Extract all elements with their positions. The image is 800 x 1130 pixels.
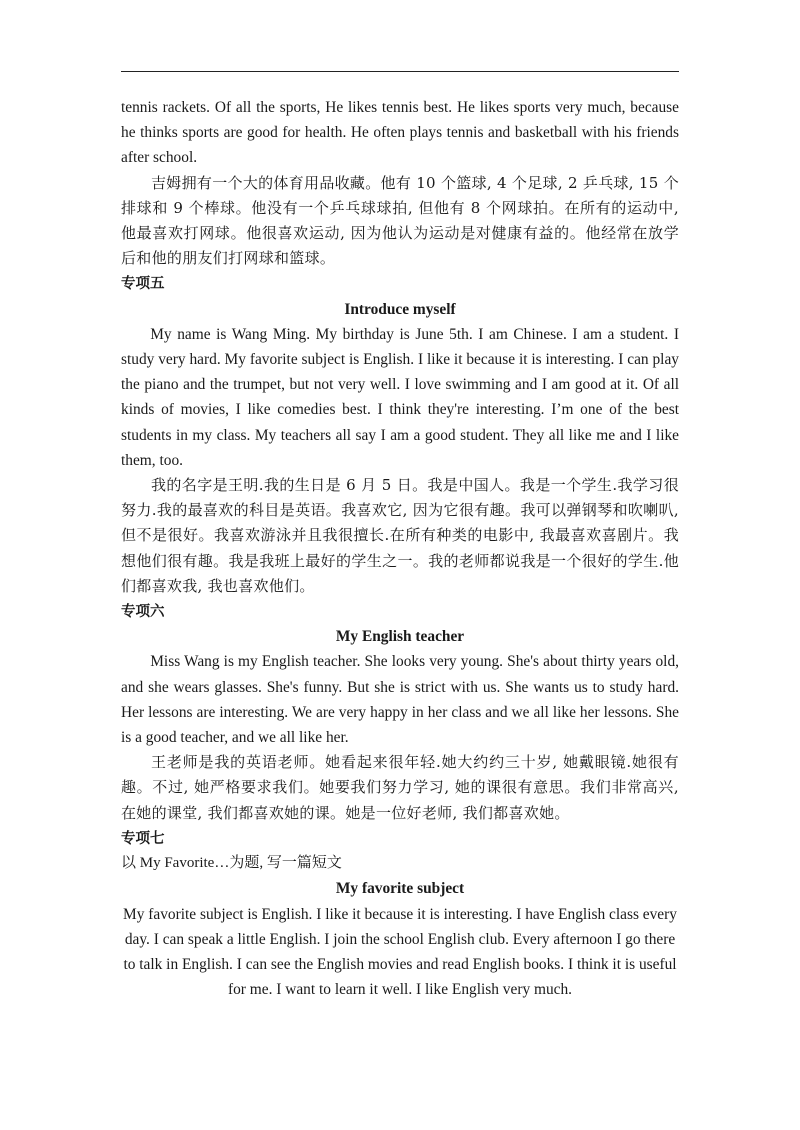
section6-english-paragraph: Miss Wang is my English teacher. She looks very young. She's about thirty years old, and she wears glasses. She's funny. But she is strict with us. She wants us to study hard. Her lessons are interesting. We are very happy in her class and we all like her lessons. She is a good teacher, and we all like her. <box>121 653 679 747</box>
section6-heading: 专项六 <box>121 603 165 621</box>
section7-prompt: 以 My Favorite…为题, 写一篇短文 <box>121 855 342 872</box>
intro-english-paragraph: tennis rackets. Of all the sports, He likes tennis best. He likes sports very much, because he thinks sports are good for health. He often plays tennis and basketball with his friends after school. <box>121 99 679 167</box>
section7-title: My favorite subject <box>335 880 465 898</box>
section5-english-paragraph: My name is Wang Ming. My birthday is June 5th. I am Chinese. I am a student. I study very hard. My favorite subject is English. I like it because it is interesting. I can play the piano and the trumpet, but not very well. I love swimming and I am good at it. Of all kinds of movies, I like comedies best. I think they're interesting. I’m one of the best students in my class. My teachers all say I am a good student. They all like me and I like them, too. <box>121 325 679 469</box>
header-rule <box>121 71 679 72</box>
document-body <box>121 95 679 1002</box>
section7-heading: 专项七 <box>121 829 165 847</box>
section7-english-paragraph: My favorite subject is English. I like it because it is interesting. I have English class every day. I can speak a little English. I join the school English club. Every afternoon I go there to talk in English. I can see the English movies and read English books. I think it is useful for me. I want to learn it well. I like English very much. <box>123 905 677 999</box>
intro-chinese-paragraph: 吉姆拥有一个大的体育用品收藏。他有 10 个篮球, 4 个足球, 2 乒乓球, 15 个排球和 9 个棒球。他没有一个乒乓球球拍, 但他有 8 个网球拍。在所有的运动中,他最喜欢打网球。他很喜欢运动, 因为他认为运动是对健康有益的。他经常在放学后和他的朋友们打网球和篮球。 <box>121 173 679 268</box>
section5-chinese-paragraph: 我的名字是王明.我的生日是 6 月 5 日。我是中国人。我是一个学生.我学习很努力.我的最喜欢的科目是英语。我喜欢它, 因为它很有趣。我可以弹钢琴和吹喇叭, 但不是很好。我喜欢游泳并且我很擅长.在所有种类的电影中, 我最喜欢喜剧片。我想他们很有趣。我是我班上最好的学生之一。我的老师都说我是一个很好的学生.他们都喜欢我, 我也喜欢他们。 <box>121 476 679 595</box>
section6-chinese-paragraph: 王老师是我的英语老师。她看起来很年轻.她大约约三十岁, 她戴眼镜.她很有趣。不过, 她严格要求我们。她要我们努力学习, 她的课很有意思。我们非常高兴, 在她的课堂, 我们都喜欢她的课。她是一位好老师, 我们都喜欢她。 <box>121 753 679 822</box>
section5-title: Introduce myself <box>344 300 456 318</box>
section5-heading: 专项五 <box>121 275 165 293</box>
section6-title: My English teacher <box>335 628 465 646</box>
